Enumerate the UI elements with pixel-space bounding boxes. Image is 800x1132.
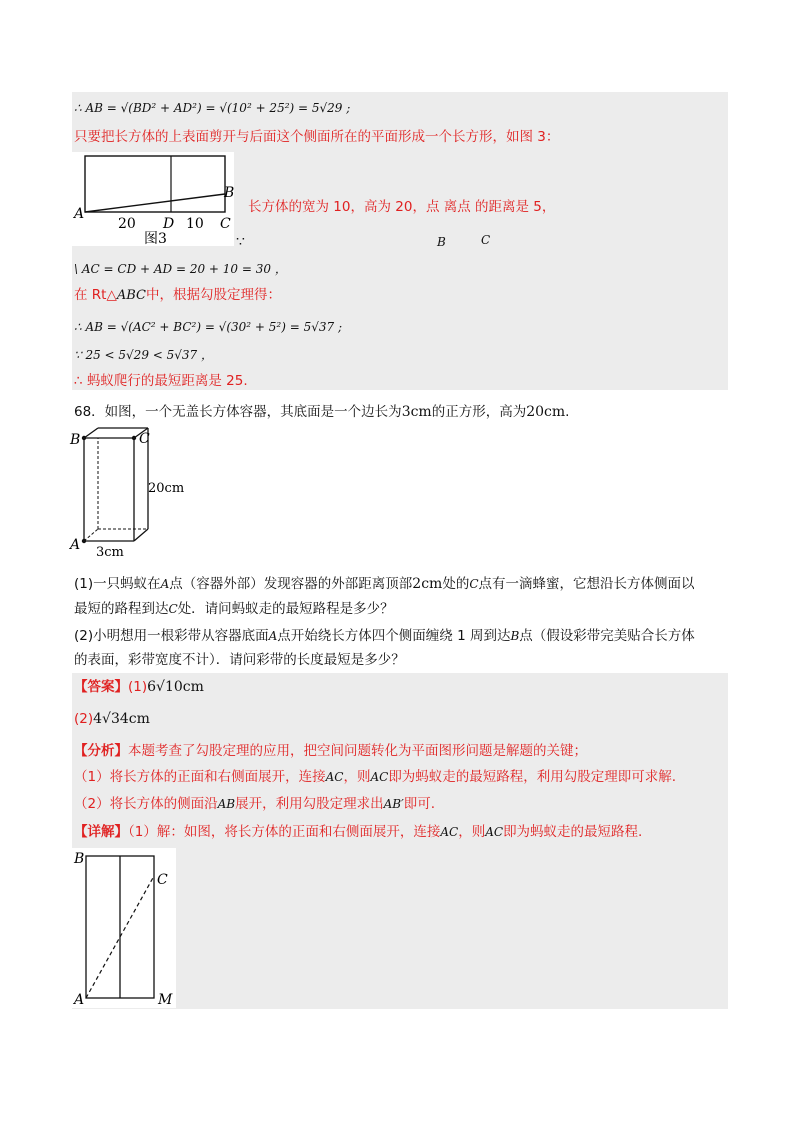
net-label-B: B bbox=[74, 851, 85, 867]
q68-part2-line1: (2)小明想用一根彩带从容器底面A点开始绕长方体四个侧面缠绕 1 周到达B点（假设彩带完美贴合长方体 bbox=[74, 628, 695, 644]
figure-3 bbox=[72, 152, 234, 246]
because-symbol: ∵ bbox=[236, 234, 245, 250]
fig3-label-B: B bbox=[224, 185, 234, 201]
fig3-label-A: A bbox=[74, 206, 85, 222]
float-label-B: B bbox=[437, 235, 446, 249]
q68-fig-label-C: C bbox=[139, 431, 150, 447]
equation-ab-5root37: ∴ AB = √(AC² + BC²) = √(30² + 5²) = 5√37 ; bbox=[74, 320, 342, 334]
net-label-C: C bbox=[157, 872, 168, 888]
fig3-caption: 图3 bbox=[144, 231, 167, 246]
q68-box-figure bbox=[68, 424, 198, 560]
detail-line: 【详解】（1）解：如图，将长方体的正面和右侧面展开，连接AC，则AC即为蚂蚁走的最短路程. bbox=[74, 824, 643, 840]
q68-part1-line2: 最短的路程到达C处．请问蚂蚁走的最短路程是多少？ bbox=[74, 601, 394, 617]
analysis-line: 【分析】本题考查了勾股定理的应用，把空间问题转化为平面图形问题是解题的关键； bbox=[74, 743, 587, 759]
net-label-M: M bbox=[158, 992, 173, 1008]
fig3-label-C: C bbox=[220, 216, 231, 232]
answer-line1: 【答案】(1)6√10cm bbox=[74, 679, 204, 695]
analysis-step1: （1）将长方体的正面和右侧面展开，连接AC，则AC即为蚂蚁走的最短路程，利用勾股定理即可求解. bbox=[74, 769, 677, 785]
q68-fig-base-label: 3cm bbox=[96, 545, 124, 560]
q68-fig-label-B: B bbox=[70, 432, 81, 448]
q68-part2-line2: 的表面，彩带宽度不计）．请问彩带的长度最短是多少？ bbox=[74, 652, 405, 668]
float-label-C: C bbox=[481, 233, 491, 247]
answer-line2: (2)4√34cm bbox=[74, 711, 150, 727]
analysis-step2: （2）将长方体的侧面沿AB展开，利用勾股定理求出AB′即可. bbox=[74, 796, 436, 812]
equation-ab-5root29: ∴ AB = √(BD² + AD²) = √(10² + 25²) = 5√29 ; bbox=[74, 101, 351, 115]
right-triangle-intro: 在 Rt△ABC中，根据勾股定理得： bbox=[74, 287, 281, 303]
conclusion-shortest-25: ∴ 蚂蚁爬行的最短距离是 25. bbox=[74, 373, 248, 389]
fig3-num-10: 10 bbox=[186, 216, 204, 232]
fig3-label-D: D bbox=[163, 216, 175, 232]
q68-part1-line1: (1)一只蚂蚁在A点（容器外部）发现容器的外部距离顶部2cm处的C点有一滴蜂蜜，它想沿长方体侧面以 bbox=[74, 576, 695, 592]
comparison: ∵ 25 < 5√29 < 5√37 ， bbox=[74, 348, 214, 362]
equation-ac-30: \ AC = CD + AD = 20 + 10 = 30 ， bbox=[74, 262, 287, 276]
q68-fig-height-label: 20cm bbox=[148, 481, 185, 496]
q68-intro: 68．如图，一个无盖长方体容器，其底面是一个边长为3cm的正方形，高为20cm. bbox=[74, 404, 570, 420]
unfolded-net-figure bbox=[72, 848, 176, 1008]
net-label-A: A bbox=[74, 992, 85, 1008]
fig3-num-20: 20 bbox=[118, 216, 136, 232]
q68-fig-label-A: A bbox=[70, 537, 81, 553]
box-dimensions-text: 长方体的宽为 10，高为 20，点 离点 的距离是 5， bbox=[248, 199, 556, 215]
cut-instruction: 只要把长方体的上表面剪开与后面这个侧面所在的平面形成一个长方形，如图 3： bbox=[74, 129, 560, 145]
